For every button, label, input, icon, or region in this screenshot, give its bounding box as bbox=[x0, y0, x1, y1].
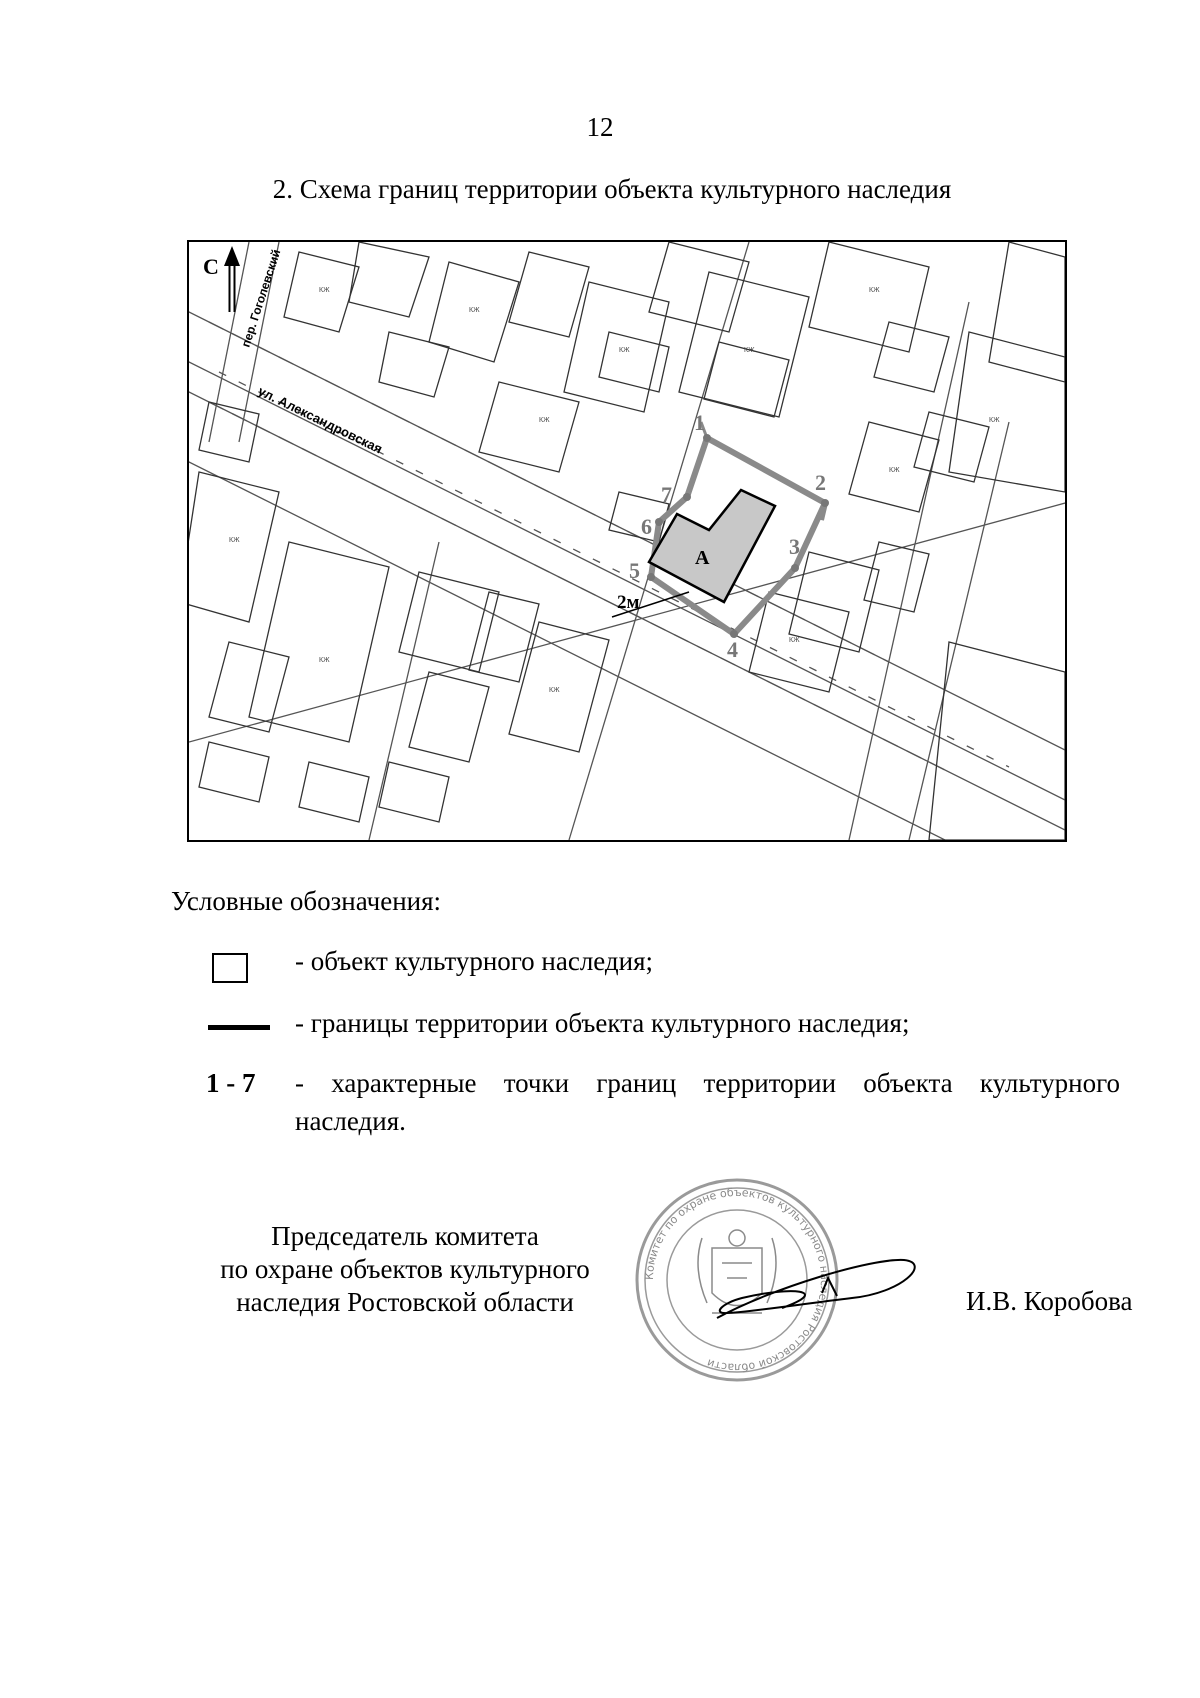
map-drawing bbox=[189, 242, 1065, 840]
point-label-5: 5 bbox=[629, 558, 640, 583]
point-label-4: 4 bbox=[727, 637, 738, 662]
svg-text:КЖ: КЖ bbox=[619, 347, 630, 354]
seal-text: Комитет по охране объектов культурного наследия Ростовской области bbox=[642, 1185, 832, 1375]
point-label-1: 1 bbox=[694, 410, 705, 435]
north-label: С bbox=[203, 254, 219, 279]
street-label-main: ул. Александровская bbox=[255, 383, 385, 457]
map-building-marks bbox=[229, 287, 1000, 694]
position-line-1: Председатель комитета bbox=[271, 1221, 539, 1251]
svg-text:КЖ: КЖ bbox=[869, 287, 880, 294]
legend-object-symbol bbox=[212, 953, 248, 983]
svg-text:КЖ: КЖ bbox=[539, 417, 550, 424]
legend-points-text-cont: наследия. bbox=[295, 1106, 406, 1136]
svg-text:КЖ: КЖ bbox=[989, 417, 1000, 424]
boundary-map bbox=[187, 240, 1067, 842]
svg-text:КЖ: КЖ bbox=[789, 637, 800, 644]
street-label-lane: пер. Гоголевский bbox=[238, 247, 284, 349]
distance-label: 2м bbox=[617, 592, 640, 613]
legend-boundary-text: - границы территории объекта культурного наследия; bbox=[295, 1008, 910, 1038]
svg-text:КЖ: КЖ bbox=[469, 307, 480, 314]
legend-boundary-symbol bbox=[208, 1025, 270, 1030]
legend-points-text: - характерные точки границ территории объекта культурного bbox=[295, 1068, 1120, 1098]
object-label: А bbox=[695, 547, 710, 569]
point-label-7: 7 bbox=[661, 482, 672, 507]
svg-text:КЖ: КЖ bbox=[549, 687, 560, 694]
signatory-position bbox=[180, 1220, 630, 1319]
svg-text:КЖ: КЖ bbox=[229, 537, 240, 544]
legend-heading: Условные обозначения: bbox=[171, 886, 442, 916]
legend-object-text: - объект культурного наследия; bbox=[295, 946, 654, 976]
point-label-2: 2 bbox=[815, 470, 826, 495]
svg-text:КЖ: КЖ bbox=[319, 657, 330, 664]
svg-text:КЖ: КЖ bbox=[319, 287, 330, 294]
page-title: 2. Схема границ территории объекта культурного наследия bbox=[272, 174, 952, 204]
page-number: 12 bbox=[586, 112, 614, 142]
map-buildings bbox=[189, 242, 1065, 840]
legend-points-symbol: 1 - 7 bbox=[206, 1068, 256, 1098]
position-line-2: по охране объектов культурного bbox=[220, 1254, 590, 1284]
official-seal bbox=[632, 1168, 952, 1398]
point-label-3: 3 bbox=[789, 534, 800, 559]
position-line-3: наследия Ростовской области bbox=[236, 1287, 574, 1317]
street-lines bbox=[189, 242, 1065, 840]
svg-text:КЖ: КЖ bbox=[744, 347, 755, 354]
signatory-name: И.В. Коробова bbox=[966, 1286, 1133, 1316]
svg-text:КЖ: КЖ bbox=[889, 467, 900, 474]
point-label-6: 6 bbox=[641, 514, 652, 539]
coat-of-arms-icon bbox=[698, 1230, 776, 1313]
